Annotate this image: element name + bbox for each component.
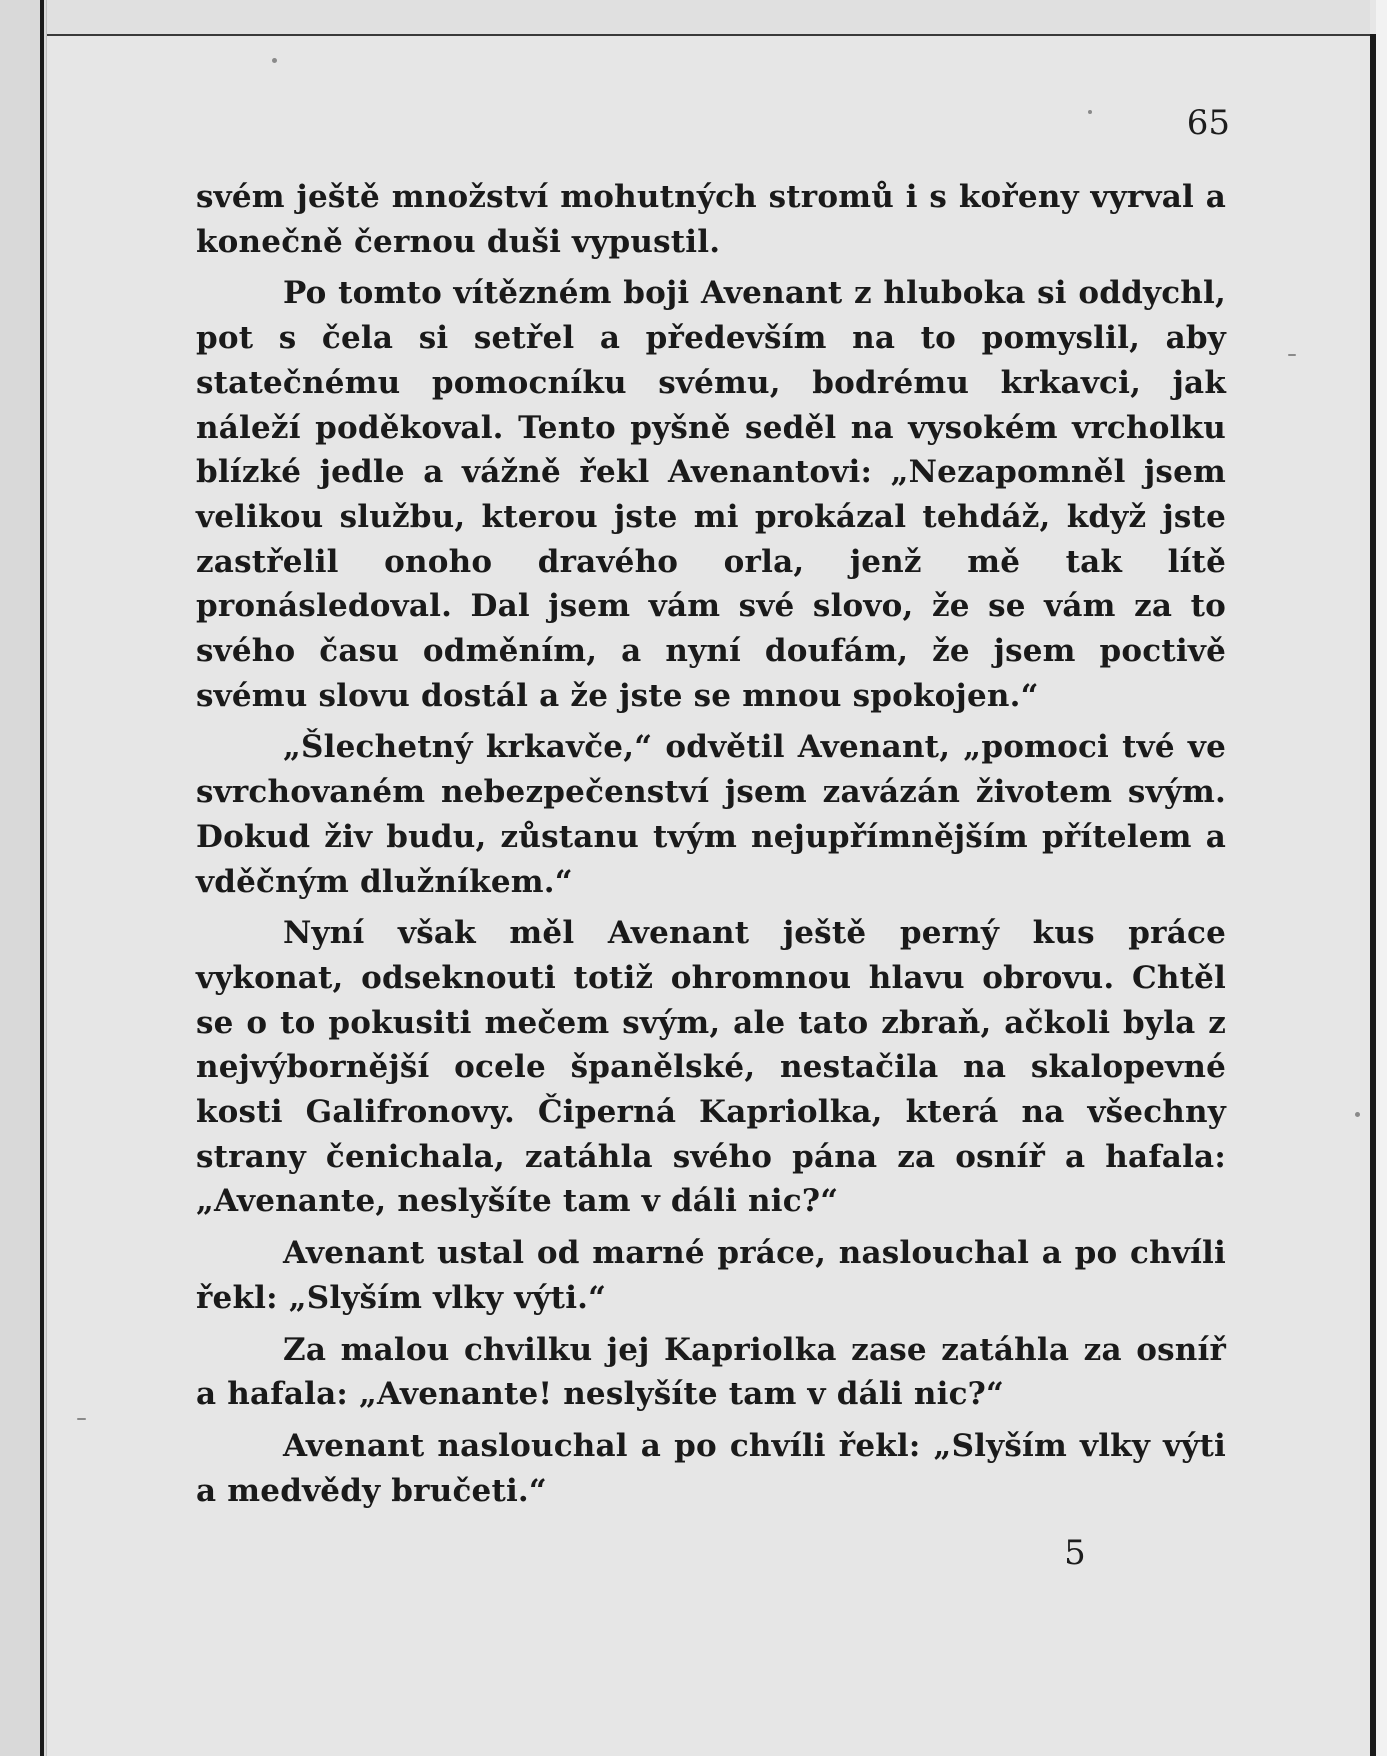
right-outer-margin <box>1376 0 1387 1756</box>
scan-speck <box>77 1418 86 1420</box>
scan-speck <box>1355 1112 1360 1117</box>
top-edge-line <box>44 34 1376 36</box>
top-scan-band <box>44 0 1370 34</box>
page-number: 65 <box>1186 103 1230 143</box>
paragraph: Za malou chvilku jej Kapriolka zase zatáhla za osníř a hafala: „Avenante! neslyšíte tam v dáli nic?“ <box>196 1331 1226 1413</box>
paragraph: Po tomto vítězném boji Avenant z hluboka si oddychl, pot s čela si setřel a především na to pomyslil, aby statečnému pomocníku svému, bodrému krkavci, jak náleží poděkoval. Tento pyšně seděl na vysokém vrcholku blízké jedle a vážně řekl Avenantovi: „Nezapomněl jsem velikou službu, kterou jste mi prokázal tehdáž, když jste zastřelil onoho dravého orla, jenž mě tak lítě pronásledoval. Dal jsem vám své slovo, že se vám za to svého času odměním, a nyní doufám, že jsem poctivě svému slovu dostál a že jste se mnou spokojen.“ <box>196 275 1226 714</box>
scan-speck <box>272 58 277 63</box>
paragraph-continued: svém ještě množství mohutných stromů i s kořeny vyrval a konečně černou duši vypustil. <box>196 179 1226 260</box>
scan-speck <box>1088 110 1092 114</box>
paragraph: Avenant naslouchal a po chvíli řekl: „Slyším vlky výti a medvědy bručeti.“ <box>196 1427 1226 1509</box>
left-edge-line <box>40 0 44 1756</box>
signature-mark: 5 <box>1064 1533 1086 1573</box>
scan-speck <box>1288 354 1296 356</box>
paragraph: Avenant ustal od marné práce, naslouchal a po chvíli řekl: „Slyším vlky výti.“ <box>196 1235 1226 1316</box>
paragraph: „Šlechetný krkavče,“ odvětil Avenant, „pomoci tvé ve svrchovaném nebezpečenství jsem zavázán životem svým. Dokud živ budu, zůstanu tvým nejupřímnějším přítelem a vděčným dlužníkem.“ <box>196 729 1226 900</box>
paragraph: Nyní však měl Avenant ještě perný kus práce vykonat, odseknouti totiž ohromnou hlavu obrovu. Chtěl se o to pokusiti mečem svým, ale tato zbraň, ačkoli byla z nejvýbornější ocele španělské, nestačila na skalopevné kosti Galifronovy. Čiperná Kapriolka, která na všechny strany čenichala, zatáhla svého pána za osníř a hafala: „Avenante, neslyšíte tam v dáli nic?“ <box>196 915 1226 1220</box>
body-text <box>196 175 1226 1520</box>
